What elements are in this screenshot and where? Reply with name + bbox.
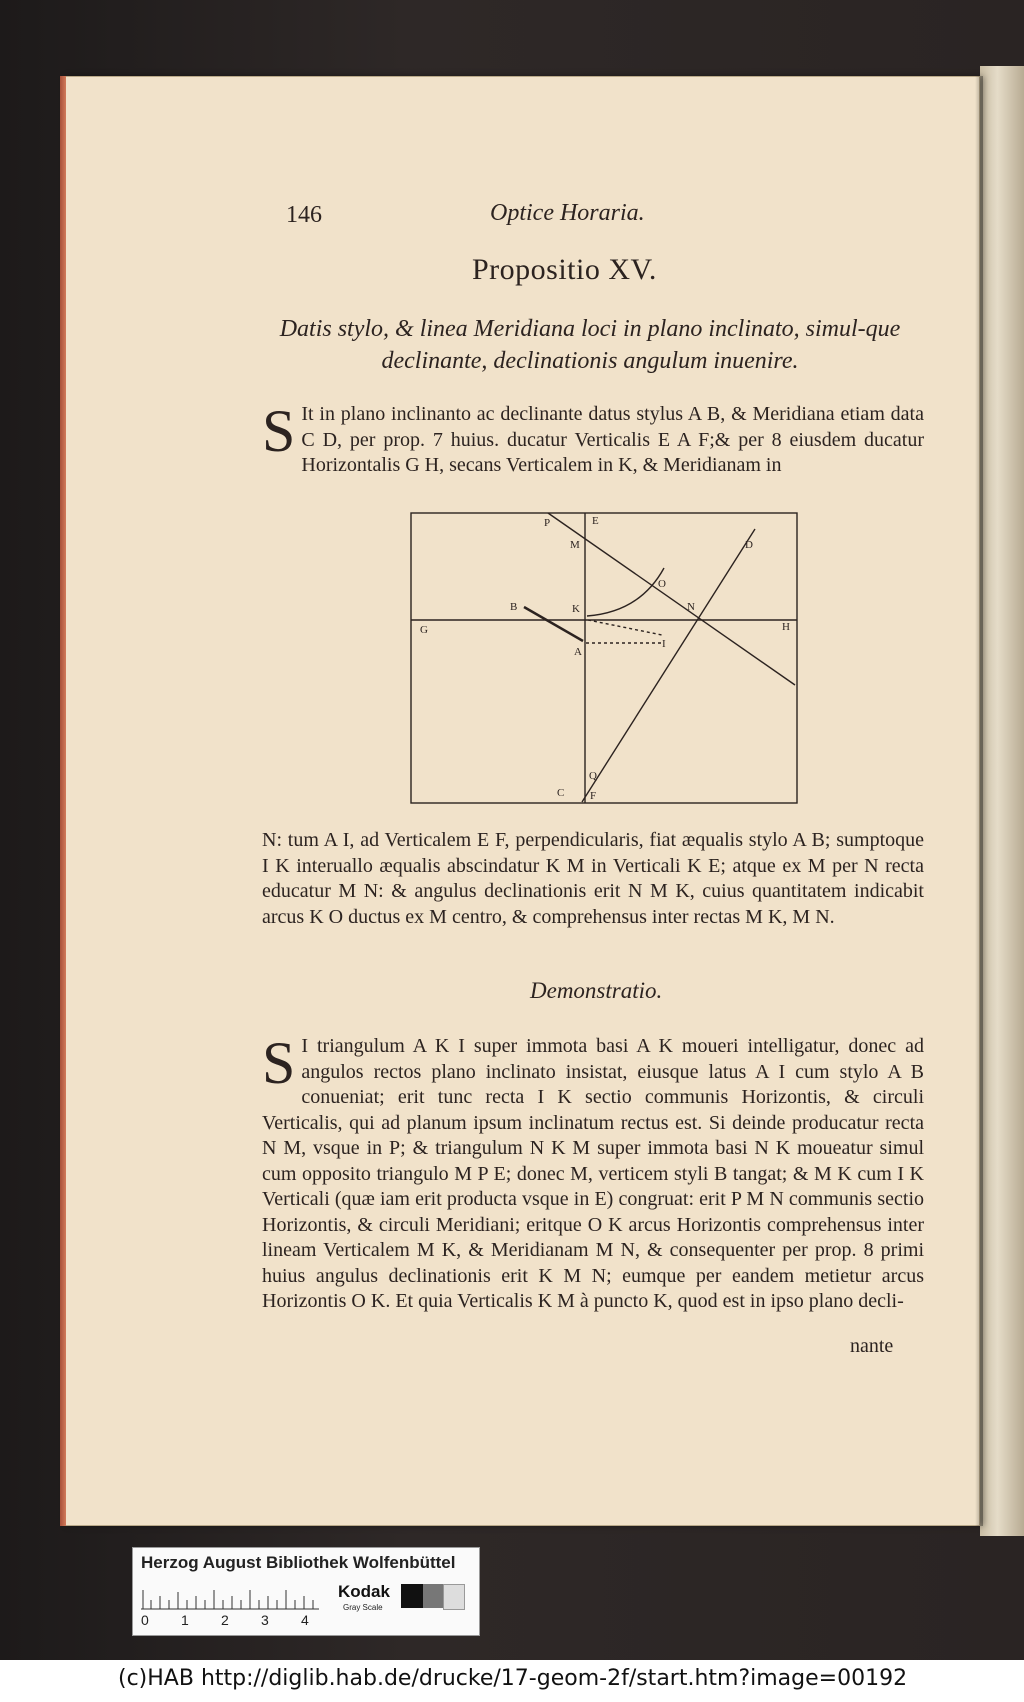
library-name: Herzog August Bibliothek Wolfenbüttel xyxy=(141,1553,456,1572)
paragraph-3 xyxy=(262,1030,924,1315)
label-B: B xyxy=(510,601,518,613)
ruler-4: 4 xyxy=(301,1612,309,1628)
page-number: 146 xyxy=(286,202,322,228)
label-G: G xyxy=(420,624,428,636)
drop-cap-2: S xyxy=(262,1030,296,1096)
label-F: F xyxy=(590,790,597,802)
page-edge-red xyxy=(60,76,66,1526)
proposition-statement: Datis stylo, & linea Meridiana loci in plano inclinato, simul-que declinante, declinationis angulum inuenire. xyxy=(279,316,901,374)
label-I: I xyxy=(662,638,666,650)
label-P: P xyxy=(544,517,551,529)
swatch-white xyxy=(443,1584,465,1610)
diagram-frame xyxy=(411,513,797,803)
kodak-label: Kodak xyxy=(338,1582,390,1601)
catchword: nante xyxy=(850,1335,894,1357)
label-K: K xyxy=(572,603,580,615)
drop-cap-1: S xyxy=(262,398,296,464)
geometric-diagram xyxy=(410,512,798,804)
next-page-edge xyxy=(980,66,1024,1536)
ruler-3: 3 xyxy=(261,1612,269,1628)
label-N: N xyxy=(687,601,695,613)
label-O: O xyxy=(658,578,666,590)
paragraph-2: N: tum A I, ad Verticalem E F, perpendicularis, fiat æqualis stylo A B; sumptoque I K interuallo æqualis abscindatur K M in Verticali K E; atque ex M per N recta educatur M N: & angulus declinationis erit N M K, cuius quantitatem indicabit arcus K O ductus ex M centro, & comprehensus inter rectas M K, M N. xyxy=(262,829,924,928)
label-C: C xyxy=(557,787,565,799)
label-Q: Q xyxy=(589,770,597,782)
ruler-2: 2 xyxy=(221,1612,229,1628)
swatch-gray xyxy=(423,1584,443,1608)
ruler-1: 1 xyxy=(181,1612,189,1628)
library-scale-card xyxy=(132,1547,480,1636)
copyright-url: (c)HAB http://diglib.hab.de/drucke/17-geom-2f/start.htm?image=00192 xyxy=(118,1666,908,1691)
ruler-icon xyxy=(141,1584,321,1610)
gray-scale-label: Gray Scale xyxy=(343,1603,383,1612)
ruler-0: 0 xyxy=(141,1612,149,1628)
running-head: Optice Horaria. xyxy=(490,200,645,226)
footer-bar xyxy=(0,1660,1024,1702)
paragraph-1-text: It in plano inclinanto ac declinante datus stylus A B, & Meridiana etiam data C D, per prop. 7 huius. ducatur Verticalis E A F;& per 8 eiusdem ducatur Horizontalis G H, secans Verticalem in K, & Meridianam in xyxy=(301,403,924,476)
proposition-title: Propositio XV. xyxy=(472,253,657,286)
paragraph-3-text: I triangulum A K I super immota basi A K moueri intelligatur, donec ad angulos rectos plano inclinato insistat, eiusque latus A I cum stylo A B conueniat; erit tunc recta I K sectio communis Horizontis, & circuli Verticalis, qui ad planum ipsum inclinatum rectus est. Si deinde producatur recta N M, vsque in P; & triangulum N K M super immota basi N K moueatur simul cum opposito triangulo M P E; donec M, verticem styli B tangat; & M K cum I K Verticali (quæ iam erit producta vsque in E) congruat: erit P M N communis sectio Horizontis, & circuli Meridiani; eritque O K arcus Horizontis comprehensus inter lineam Verticalem M K, & Meridianam M N, & consequenter per prop. 8 primi huius angulus declinationis erit K M N; eumque per eandem metietur arcus Horizontis O K. Et quia Verticalis K M à puncto K, quod est in ipso plano decli- xyxy=(262,1035,924,1312)
swatch-black xyxy=(401,1584,423,1608)
label-D: D xyxy=(745,539,753,551)
line-KI xyxy=(588,620,662,635)
paragraph-1 xyxy=(262,398,924,479)
demonstratio-heading: Demonstratio. xyxy=(530,978,663,1003)
label-M: M xyxy=(570,539,580,551)
label-H: H xyxy=(782,621,790,633)
label-A: A xyxy=(574,646,582,658)
line-CD xyxy=(582,529,755,802)
label-E: E xyxy=(592,515,599,527)
gutter-shadow xyxy=(975,76,983,1526)
arc-KO xyxy=(587,568,664,616)
